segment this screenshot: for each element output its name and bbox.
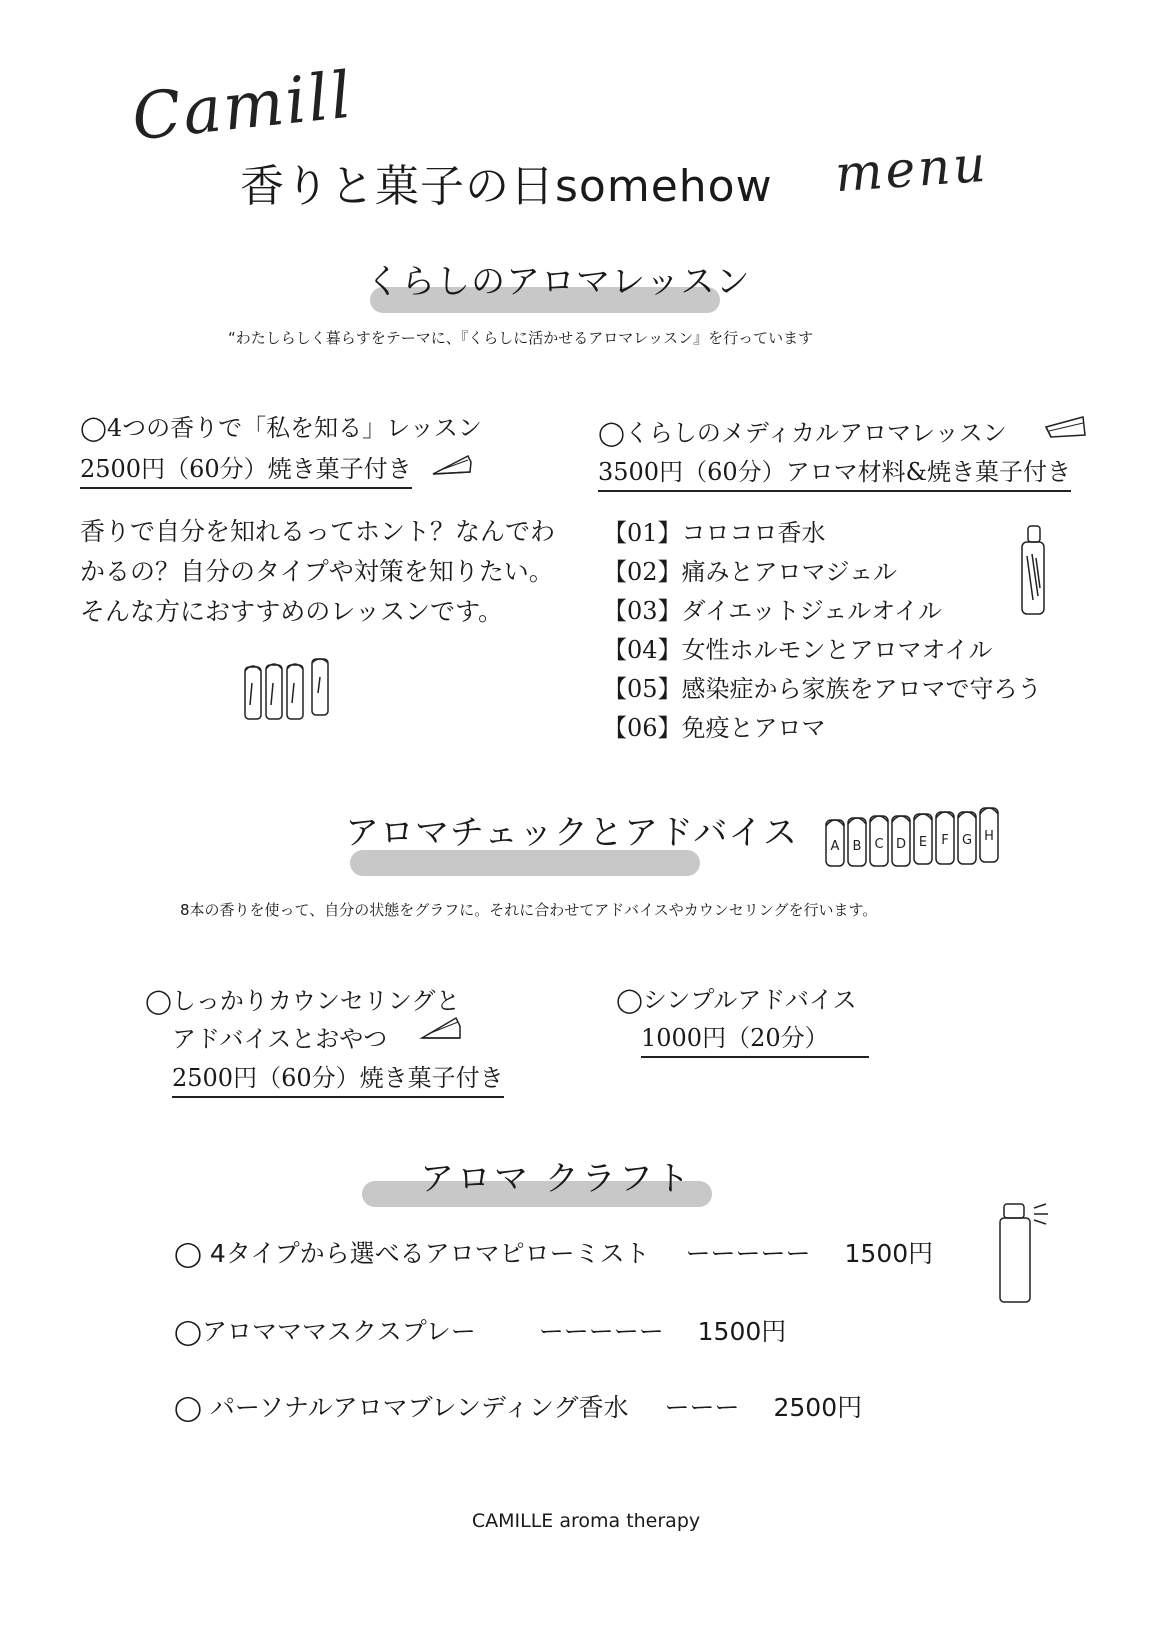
cake-slice-icon (418, 1012, 464, 1046)
eight-bottles-icon (820, 800, 1006, 872)
section1-title: くらしのアロマレッスン (366, 262, 751, 302)
craft-item-name: ◯ 4タイプから選べるアロマピローミスト (174, 1239, 650, 1268)
handwritten-menu-label: menu (833, 134, 991, 204)
footer-brand: CAMILLE aroma therapy (471, 1510, 701, 1532)
bottle-label: E (918, 835, 928, 850)
section2-note: 8本の香りを使って、自分の状態をグラフに。それに合わせてアドバイスやカウンセリングを行います。 (180, 901, 878, 919)
list-item: 【04】女性ホルモンとアロマオイル (603, 636, 993, 664)
medical-lesson-list (603, 514, 1042, 748)
roller-bottle-icon (1012, 522, 1054, 618)
section3-title: アロマ クラフト (420, 1159, 693, 1199)
craft-item-dash: ーーー (664, 1393, 740, 1422)
page-title: 香りと菓子の日somehow (240, 161, 773, 212)
craft-item-dash: ーーーーー (685, 1239, 811, 1268)
list-item: 【05】感染症から家族をアロマで守ろう (603, 675, 1042, 703)
craft-item-mask-spray (174, 1312, 786, 1348)
craft-item-price: 1500円 (697, 1317, 787, 1346)
list-item: 【02】痛みとアロマジェル (603, 558, 898, 586)
bottle-label: A (830, 839, 840, 854)
craft-item-name: ◯アロマママスクスプレー (174, 1317, 476, 1346)
four-bottles-icon (240, 653, 340, 725)
lesson-four-scents-price: 2500円（60分）焼き菓子付き (80, 449, 412, 489)
lesson-four-scents-description: 香りで自分を知れるってホント？なんでわかるの？自分のタイプや対策を知りたい。そんな方におすすめのレッスンです。 (80, 517, 556, 626)
counseling-name-line1: ◯しっかりカウンセリングと (145, 987, 460, 1015)
bottle-label: D (895, 837, 907, 852)
handwritten-logo: Camill (128, 58, 357, 156)
counseling-price: 2500円（60分）焼き菓子付き (172, 1058, 504, 1098)
craft-item-pillow-mist (174, 1234, 933, 1270)
craft-item-personal-perfume (174, 1388, 862, 1424)
simple-advice-name: ◯シンプルアドバイス (616, 986, 857, 1014)
section1-note: “わたしらしく暮らすをテーマに、『くらしに活かせるアロマレッスン』を行っています (228, 329, 814, 347)
craft-item-dash: ーーーーー (538, 1317, 664, 1346)
bottle-label: C (874, 837, 884, 852)
craft-item-name: ◯ パーソナルアロマブレンディング香水 (174, 1393, 629, 1422)
lesson-medical-aroma-name: ◯くらしのメディカルアロマレッスン (598, 419, 1007, 447)
simple-advice-price: 1000円（20分） (641, 1018, 869, 1058)
lesson-medical-aroma-price: 3500円（60分）アロマ材料&焼き菓子付き (598, 452, 1071, 492)
bottle-label: F (941, 833, 949, 848)
list-item: 【01】コロコロ香水 (603, 519, 826, 547)
counseling-name-line2: アドバイスとおやつ (172, 1025, 388, 1053)
cake-slice-icon (430, 448, 474, 480)
bottle-label: H (984, 829, 994, 844)
list-item: 【06】免疫とアロマ (603, 714, 826, 742)
lesson-four-scents-name: ◯4つの香りで「私を知る」レッスン (80, 414, 482, 442)
spray-bottle-icon (990, 1200, 1060, 1306)
cake-slice-icon (1043, 413, 1089, 445)
craft-item-price: 1500円 (844, 1239, 934, 1268)
section2-title: アロマチェックとアドバイス (345, 813, 798, 853)
list-item: 【03】ダイエットジェルオイル (603, 597, 942, 625)
bottle-label: G (961, 833, 973, 848)
bottle-label: B (852, 839, 862, 854)
craft-item-price: 2500円 (773, 1393, 863, 1422)
